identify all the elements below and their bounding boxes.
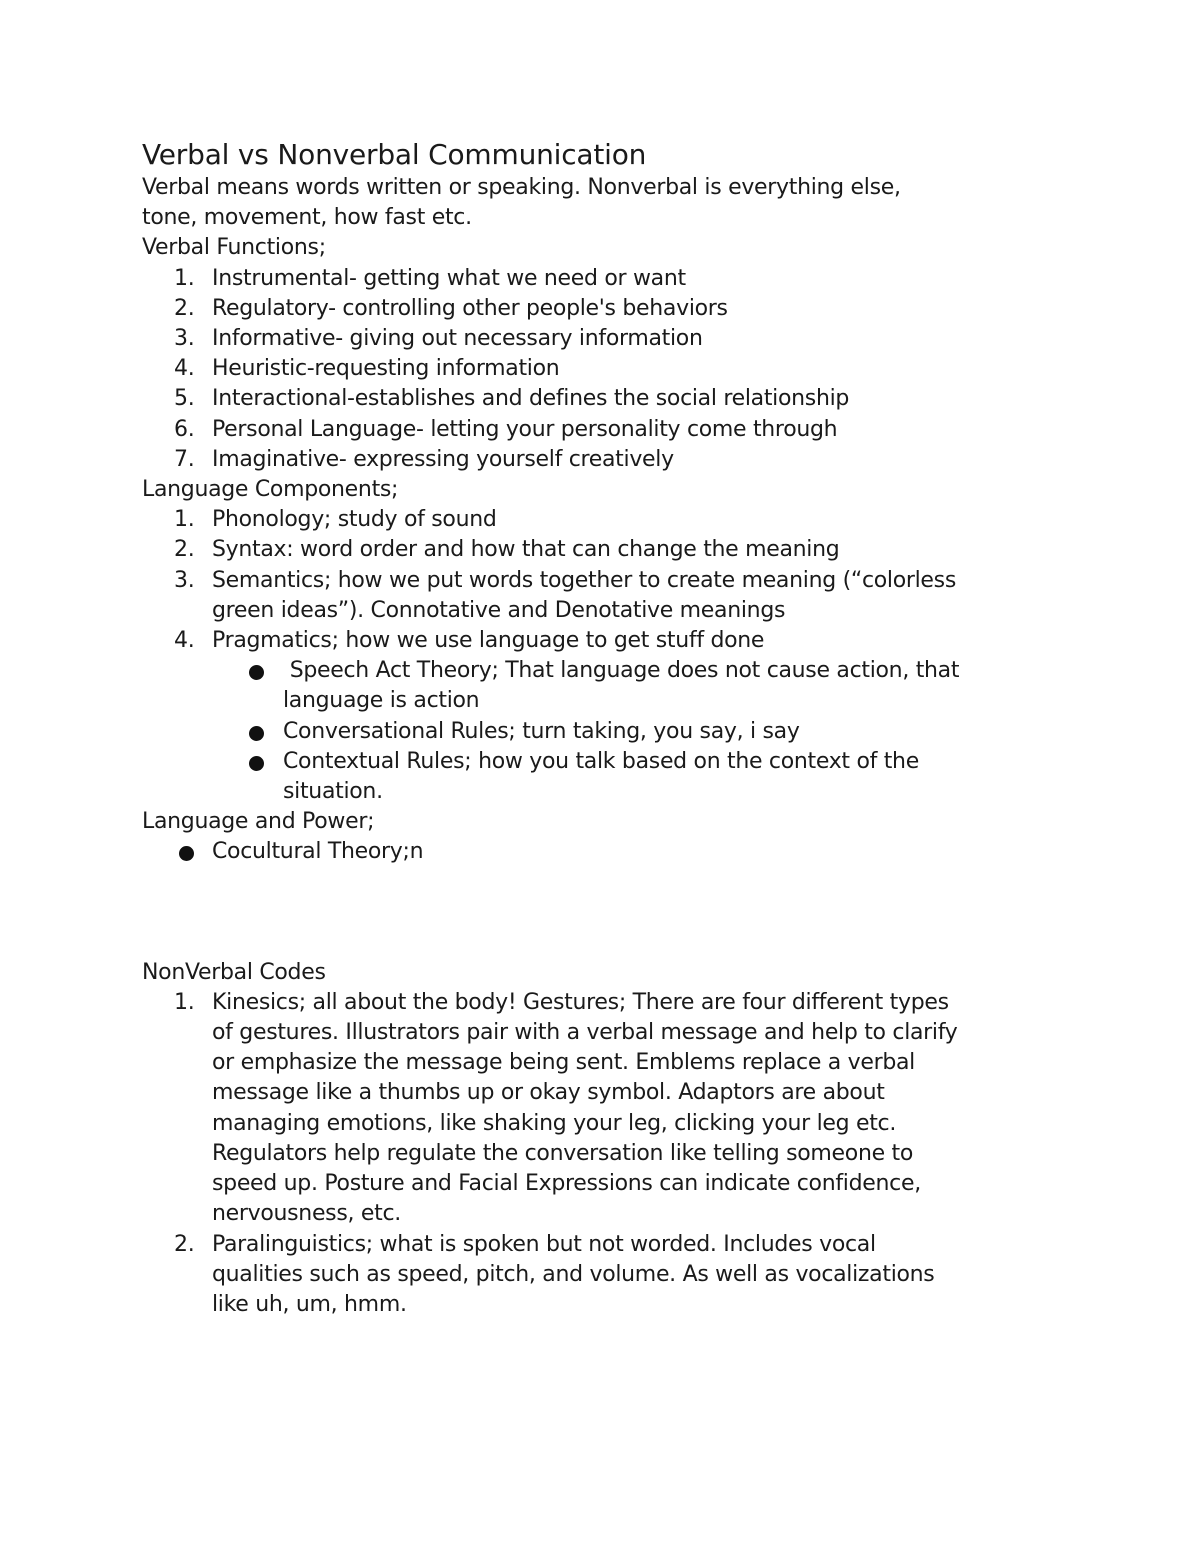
list-number: 2. [174, 537, 195, 563]
list-number: 4. [174, 628, 195, 654]
list-item-text-line: message like a thumbs up or okay symbol. Adaptors are about [212, 1080, 885, 1106]
list-number: 1. [174, 265, 195, 291]
list-item-text-line: like uh, um, hmm. [212, 1291, 407, 1317]
bullet-dot-icon [249, 756, 264, 771]
list-item [142, 415, 1072, 445]
bullet-item [142, 717, 1072, 747]
bullet-item [142, 747, 1072, 807]
bullet-text-line: language is action [283, 688, 480, 714]
list-item [142, 566, 1072, 626]
list-item [142, 505, 1072, 535]
bullet-text-line: situation. [283, 779, 383, 805]
list-item-text-line: or emphasize the message being sent. Emblems replace a verbal [212, 1050, 915, 1076]
list-item-text-line: speed up. Posture and Facial Expressions can indicate confidence, [212, 1171, 921, 1197]
list-item-text: Pragmatics; how we use language to get stuff done [212, 628, 765, 654]
verbal-functions-heading: Verbal Functions; [142, 235, 326, 261]
list-number: 1. [174, 989, 195, 1015]
bullet-dot-icon [179, 846, 194, 861]
document-title: Verbal vs Nonverbal Communication [142, 138, 647, 171]
language-components-heading: Language Components; [142, 477, 399, 503]
list-item [142, 384, 1072, 414]
nonverbal-codes-heading: NonVerbal Codes [142, 959, 326, 985]
list-item-text: Personal Language- letting your personality come through [212, 416, 838, 442]
list-number: 3. [174, 326, 195, 352]
list-item-text-line: managing emotions, like shaking your leg, clicking your leg etc. [212, 1110, 897, 1136]
bullet-text-line: Conversational Rules; turn taking, you say, i say [283, 718, 800, 744]
list-item-text: Informative- giving out necessary information [212, 326, 703, 352]
list-item-text: Interactional-establishes and defines the social relationship [212, 386, 850, 412]
list-item [142, 445, 1072, 475]
nonverbal-codes-list [142, 988, 1072, 1320]
spacer [142, 868, 1072, 958]
list-number: 7. [174, 446, 195, 472]
list-number: 1. [174, 507, 195, 533]
list-item-text-line: qualities such as speed, pitch, and volume. As well as vocalizations [212, 1261, 935, 1287]
list-item [142, 1230, 1072, 1321]
list-number: 6. [174, 416, 195, 442]
list-item-text-line: green ideas”). Connotative and Denotative meanings [212, 597, 786, 623]
list-number: 5. [174, 386, 195, 412]
intro-line-2: tone, movement, how fast etc. [142, 205, 472, 231]
list-item-text: Regulatory- controlling other people's behaviors [212, 295, 728, 321]
list-number: 2. [174, 295, 195, 321]
bullet-item [142, 656, 1072, 716]
list-item [142, 294, 1072, 324]
list-item-text-line: Kinesics; all about the body! Gestures; There are four different types [212, 989, 949, 1015]
list-item-text-line: Paralinguistics; what is spoken but not worded. Includes vocal [212, 1231, 876, 1257]
list-number: 3. [174, 567, 195, 593]
list-item [142, 264, 1072, 294]
list-number: 2. [174, 1231, 195, 1257]
bullet-text-line: Contextual Rules; how you talk based on the context of the [283, 748, 919, 774]
bullet-item [142, 837, 1072, 867]
document-page [142, 138, 1072, 1320]
bullet-dot-icon [249, 665, 264, 680]
bullet-text-line: Speech Act Theory; That language does not cause action, that [283, 658, 960, 684]
bullet-dot-icon [249, 726, 264, 741]
language-components-list [142, 505, 1072, 656]
list-item-text-line: Semantics; how we put words together to create meaning (“colorless [212, 567, 956, 593]
list-item [142, 354, 1072, 384]
list-item-text: Heuristic-requesting information [212, 356, 560, 382]
list-item-text-line: nervousness, etc. [212, 1201, 401, 1227]
list-item-text-line: of gestures. Illustrators pair with a verbal message and help to clarify [212, 1020, 958, 1046]
list-item-text: Syntax: word order and how that can change the meaning [212, 537, 840, 563]
verbal-functions-list [142, 264, 1072, 475]
list-item-text-line: Regulators help regulate the conversation like telling someone to [212, 1140, 914, 1166]
bullet-text: Cocultural Theory;n [212, 839, 424, 865]
list-item [142, 535, 1072, 565]
intro-line-1: Verbal means words written or speaking. Nonverbal is everything else, [142, 175, 901, 200]
list-item-text: Instrumental- getting what we need or want [212, 265, 686, 291]
list-item [142, 988, 1072, 1230]
language-power-bullet-list [142, 837, 1072, 867]
list-number: 4. [174, 356, 195, 382]
list-item [142, 626, 1072, 656]
language-power-heading: Language and Power; [142, 809, 375, 835]
list-item-text: Imaginative- expressing yourself creatively [212, 446, 674, 472]
pragmatics-bullet-list [142, 656, 1072, 807]
list-item-text: Phonology; study of sound [212, 507, 497, 533]
list-item [142, 324, 1072, 354]
